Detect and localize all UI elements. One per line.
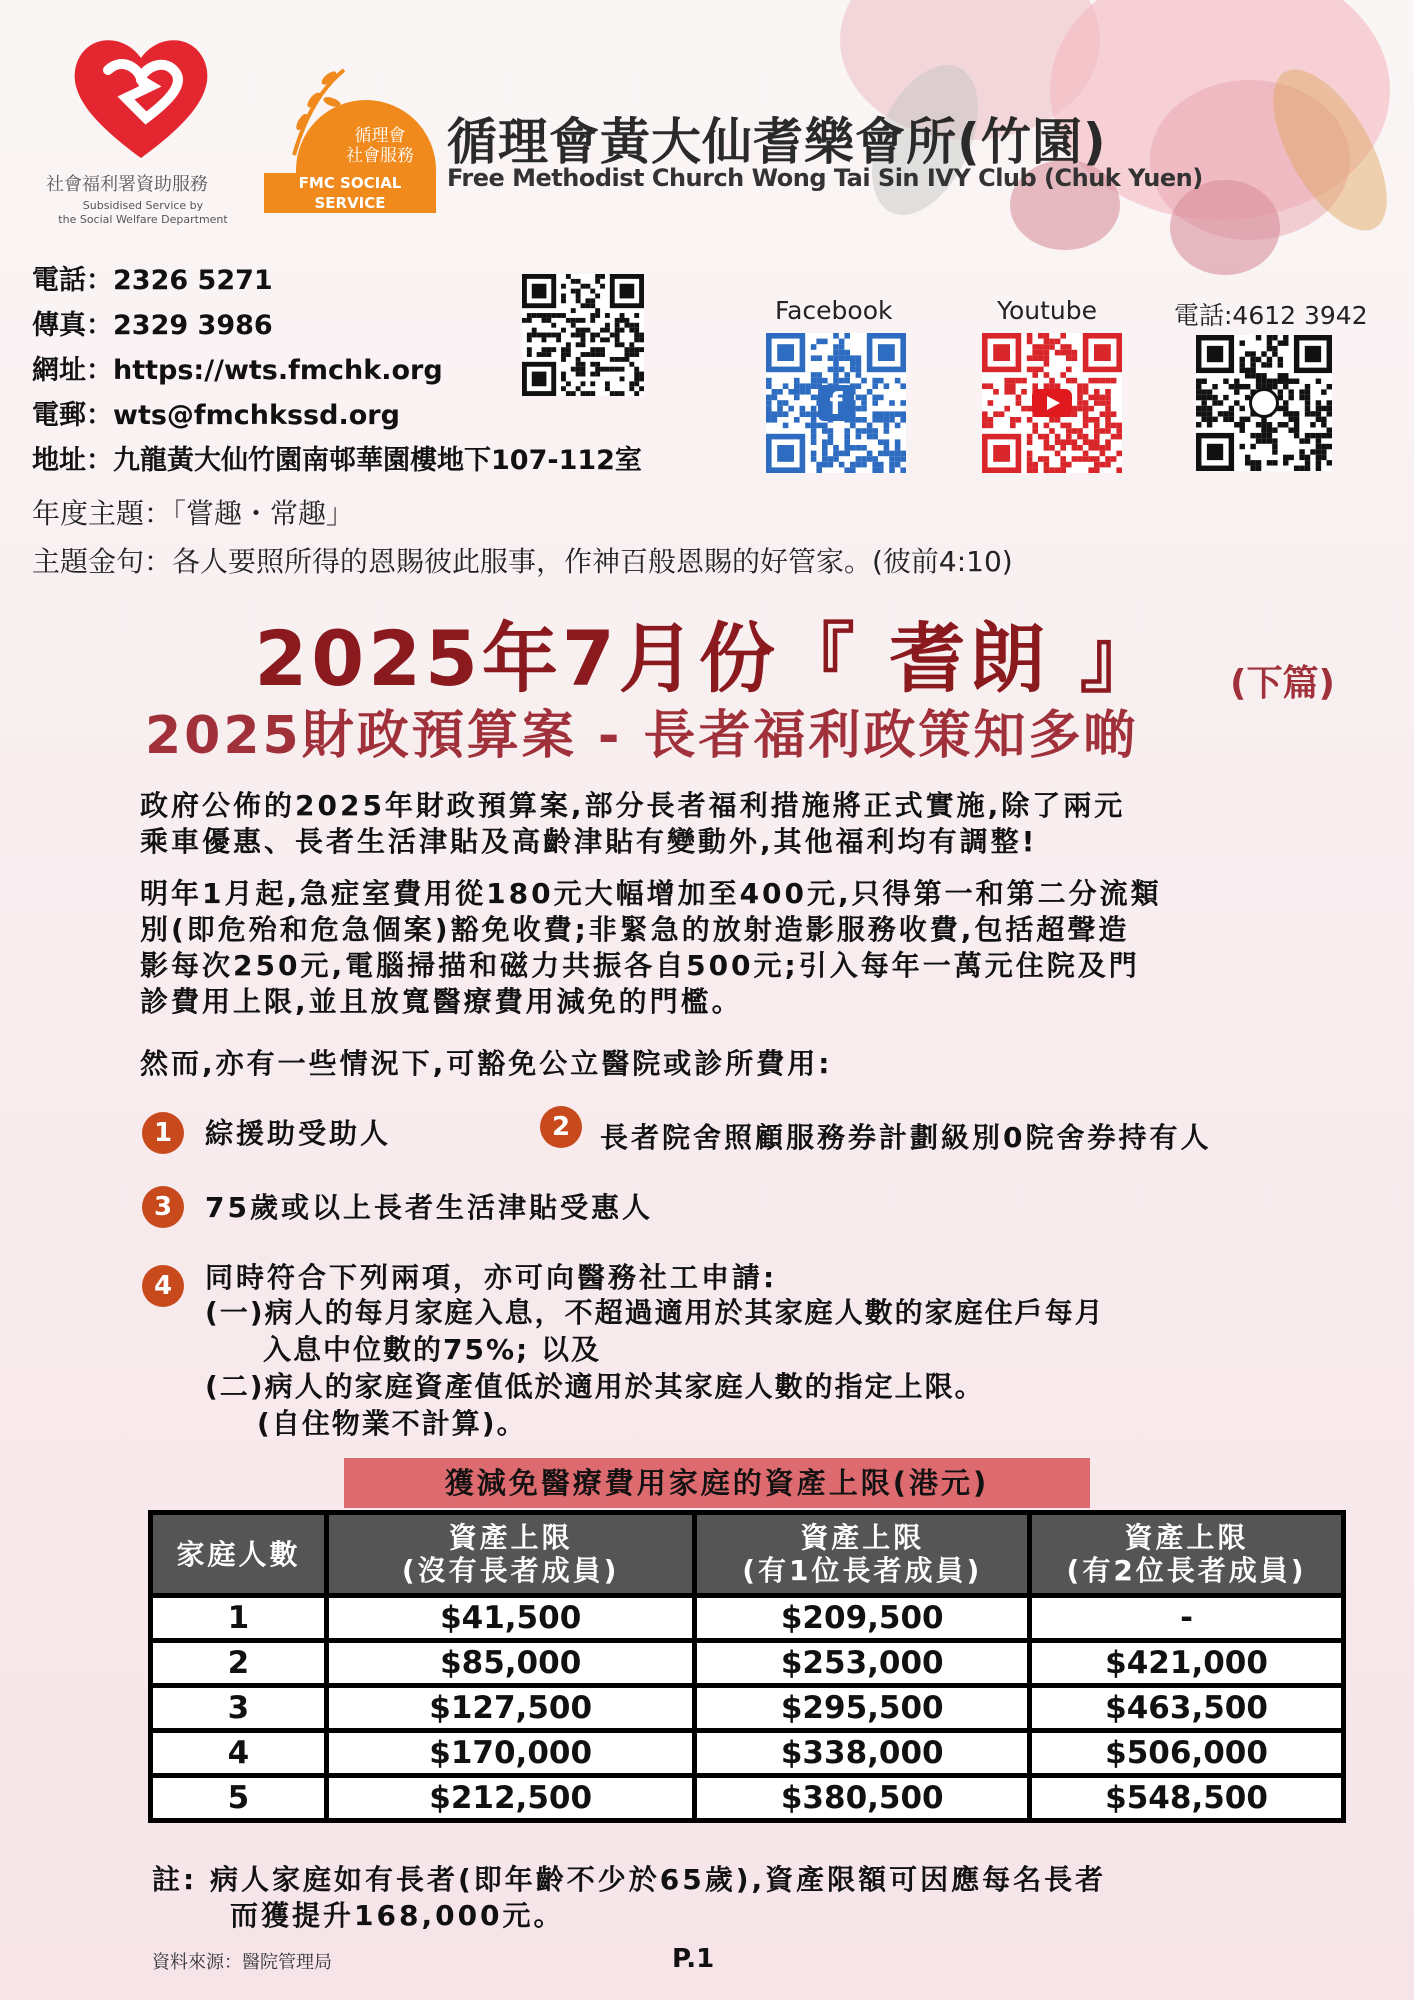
table-cell: $338,000: [695, 1731, 1030, 1776]
table-row: [151, 1686, 1344, 1731]
header-one-elderly: 資產上限 (有1位長者成員): [695, 1513, 1030, 1596]
paragraph-exemption: 然而,亦有一些情況下,可豁免公立醫院或診所費用:: [140, 1047, 833, 1080]
fmc-logo-en: FMC SOCIAL SERVICE: [264, 173, 436, 213]
website-qr-code[interactable]: [522, 274, 644, 396]
whatsapp-qr-code[interactable]: [1196, 335, 1332, 471]
contact-phone: 電話：2326 5271: [32, 265, 273, 296]
table-cell: $295,500: [695, 1686, 1030, 1731]
item-number-4: 4: [142, 1265, 184, 1307]
table-cell: $253,000: [695, 1641, 1030, 1686]
item-4-text: 同時符合下列兩項，亦可向醫務社工申請:: [205, 1261, 778, 1294]
table-cell: $170,000: [326, 1731, 694, 1776]
table-cell: 5: [151, 1776, 327, 1821]
contact-address: 地址：九龍黃大仙竹園南邨華園樓地下107-112室: [32, 445, 642, 476]
table-row: [151, 1641, 1344, 1686]
subtitle: 2025財政預算案 - 長者福利政策知多啲: [145, 706, 1139, 766]
swd-label-en: Subsidised Service by the Social Welfare Department: [58, 199, 228, 226]
header-two-elderly: 資產上限 (有2位長者成員): [1030, 1513, 1344, 1596]
item-number-1: 1: [142, 1112, 184, 1154]
table-title: 獲減免醫療費用家庭的資產上限(港元): [344, 1458, 1090, 1508]
annual-theme: 年度主題：「嘗趣・常趣」: [32, 497, 355, 530]
table-cell: $548,500: [1030, 1776, 1344, 1821]
youtube-qr-code[interactable]: [982, 333, 1122, 473]
facebook-label: Facebook: [775, 296, 893, 325]
table-cell: $41,500: [326, 1596, 694, 1641]
org-name-en: Free Methodist Church Wong Tai Sin IVY Club (Chuk Yuen): [447, 164, 1203, 192]
table-row: [151, 1596, 1344, 1641]
contact-fax: 傳真：2329 3986: [32, 310, 273, 341]
table-cell: 3: [151, 1686, 327, 1731]
item-number-2: 2: [540, 1106, 582, 1148]
table-cell: $127,500: [326, 1686, 694, 1731]
youtube-label: Youtube: [997, 296, 1097, 325]
table-cell: $506,000: [1030, 1731, 1344, 1776]
table-cell: 1: [151, 1596, 327, 1641]
table-cell: $463,500: [1030, 1686, 1344, 1731]
header-no-elderly: 資產上限 (沒有長者成員): [326, 1513, 694, 1596]
org-name-zh: 循理會黃大仙耆樂會所(竹園): [447, 113, 1107, 171]
table-cell: 4: [151, 1731, 327, 1776]
fmc-logo-text: 循理會 社會服務: [346, 126, 414, 166]
whatsapp-icon: [1249, 388, 1279, 418]
facebook-qr-code[interactable]: [766, 333, 906, 473]
main-title: 2025年7月份『 耆朗 』: [254, 614, 1160, 703]
facebook-icon: f: [818, 385, 854, 421]
condition-2: (二)病人的家庭資產值低於適用於其家庭人數的指定上限。 (自住物業不計算)。: [205, 1370, 985, 1440]
table-row: [151, 1731, 1344, 1776]
fmc-logo: [264, 60, 436, 212]
paragraph-intro: 政府公佈的2025年財政預算案,部分長者福利措施將正式實施,除了兩元 乘車優惠、長者生活津貼及高齡津貼有變動外,其他福利均有調整!: [140, 789, 1126, 858]
swd-logo: [66, 28, 216, 167]
condition-1: (一)病人的每月家庭入息，不超過適用於其家庭人數的家庭住戶每月 入息中位數的75%; 以及: [205, 1296, 1105, 1366]
table-cell: $380,500: [695, 1776, 1030, 1821]
header-household-size: 家庭人數: [151, 1513, 327, 1596]
contact-email[interactable]: 電郵：wts@fmchkssd.org: [32, 400, 400, 431]
page-number: P.1: [672, 1944, 715, 1974]
table-note: 註: 病人家庭如有長者(即年齡不少於65歲),資產限額可因應每名長者 而獲提升168,000元。: [152, 1863, 1107, 1932]
asset-limit-table: [148, 1510, 1346, 1823]
item-1-text: 綜援助受助人: [205, 1117, 392, 1150]
table-header-row: [151, 1513, 1344, 1596]
table-cell: 2: [151, 1641, 327, 1686]
table-row: [151, 1776, 1344, 1821]
table-cell: $421,000: [1030, 1641, 1344, 1686]
table-cell: $212,500: [326, 1776, 694, 1821]
table-cell: $209,500: [695, 1596, 1030, 1641]
item-3-text: 75歲或以上長者生活津貼受惠人: [205, 1191, 653, 1224]
subtitle-part: (下篇): [1230, 663, 1335, 704]
whatsapp-label: 電話:4612 3942: [1174, 301, 1368, 330]
youtube-icon: [1032, 389, 1072, 417]
paragraph-fees: 明年1月起,急症室費用從180元大幅增加至400元,只得第一和第二分流類 別(即危殆和危急個案)豁免收費;非緊急的放射造影服務收費,包括超聲造 影每次250元,電腦掃描和磁力共振各自500元;引入每年一萬元住院及門 診費用上限,並且放寬醫療費用減免的門檻。: [140, 877, 1162, 1018]
data-source: 資料來源：醫院管理局: [152, 1952, 332, 1973]
table-cell: -: [1030, 1596, 1344, 1641]
contact-website[interactable]: 網址：https://wts.fmchk.org: [32, 355, 443, 386]
leaf-icon: [274, 60, 354, 160]
item-number-3: 3: [142, 1186, 184, 1228]
theme-verse: 主題金句：各人要照所得的恩賜彼此服事，作神百般恩賜的好管家。(彼前4:10): [32, 545, 1013, 578]
table-cell: $85,000: [326, 1641, 694, 1686]
item-2-text: 長者院舍照顧服務券計劃級別0院舍券持有人: [600, 1121, 1212, 1154]
swd-label-zh: 社會福利署資助服務: [46, 174, 208, 195]
